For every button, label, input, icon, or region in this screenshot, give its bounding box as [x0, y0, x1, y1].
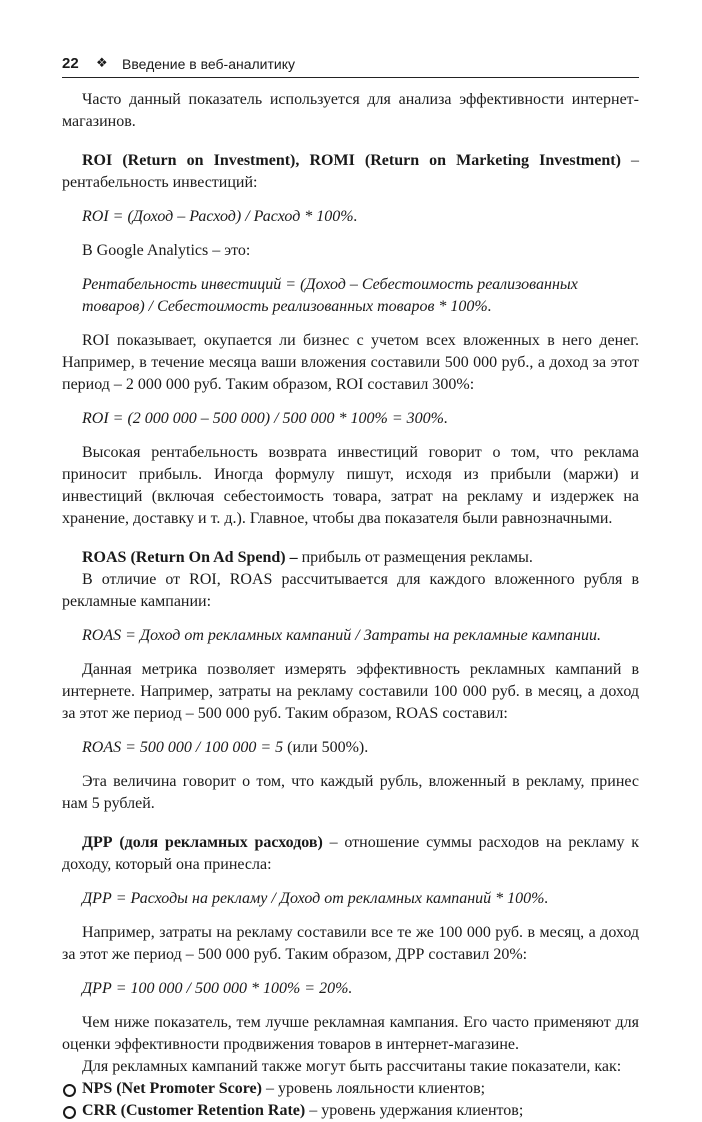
roi-example: ROI показывает, окупается ли бизнес с учетом всех вложенных в него денег. Например, в течение месяца ваши вложения составили 500 000 руб., а доход за этот период – 2 000 000 руб. Таким образом, ROI составил 300%:: [62, 332, 639, 393]
drr-formula: ДРР = Расходы на рекламу / Доход от рекламных кампаний * 100%.: [82, 890, 549, 907]
roas-formula: ROAS = Доход от рекламных кампаний / Затраты на рекламные кампании.: [82, 627, 601, 644]
roas-note: Эта величина говорит о том, что каждый рубль, вложенный в рекламу, принес нам 5 рублей.: [62, 773, 639, 812]
drr-definition: [62, 832, 639, 876]
list-item: [62, 1078, 639, 1100]
roas-diff: В отличие от ROI, ROAS рассчитывается для каждого вложенного рубля в рекламные кампании:: [62, 571, 639, 610]
roas-calc-line: [62, 737, 639, 759]
page-body: [62, 89, 639, 1122]
roi-note: Высокая рентабельность возврата инвестиций говорит о том, что реклама приносит прибыль. Иногда формулу пишут, исходя из прибыли (маржи) и инвестиций (включая себестоимость товара, затрат на рекламу и издержек на хранение, доставку и т. д.). Главное, чтобы два показателя были равнозначными.: [62, 444, 639, 527]
roas-example: Данная метрика позволяет измерять эффективность рекламных кампаний в интернете. Например, затраты на рекламу составили 100 000 руб. в месяц, а доход за этот же период – 500 000 руб. Таким образом, ROAS составил:: [62, 661, 639, 722]
chapter-title: Введение в веб-аналитику: [122, 56, 296, 72]
roas-term: ROAS (Return On Ad Spend) –: [82, 549, 298, 566]
circle-bullet-icon: [63, 1084, 76, 1097]
running-header: [62, 55, 639, 78]
drr-def-text: – отношение суммы расходов на рекламу к доходу, который она принесла:: [62, 834, 640, 873]
roi-definition: [62, 150, 639, 194]
roas-calc: ROAS = 500 000 / 100 000 = 5: [82, 739, 284, 756]
ornament-icon: ❖: [96, 55, 108, 70]
drr-term: ДРР (доля рекламных расходов): [82, 834, 323, 851]
roi-def-text: – рентабельность инвестиций:: [62, 152, 639, 191]
roi-term: ROI (Return on Investment), ROMI (Return on Marketing Investment): [82, 152, 621, 169]
roas-definition: [62, 547, 639, 569]
roi-calc: ROI = (2 000 000 – 500 000) / 500 000 * 100% = 300%.: [82, 410, 449, 427]
list-item: [62, 1100, 639, 1122]
drr-note: Чем ниже показатель, тем лучше рекламная кампания. Его часто применяют для оценки эффективности продвижения товаров в интернет-магазине.: [62, 1014, 639, 1053]
page-number: 22: [62, 55, 79, 72]
drr-example: Например, затраты на рекламу составили все те же 100 000 руб. в месяц, а доход за этот же период – 500 000 руб. Таким образом, ДРР составил 20%:: [62, 924, 639, 963]
list-item-desc: – уровень удержания клиентов;: [305, 1102, 524, 1119]
list-item-desc: – уровень лояльности клиентов;: [261, 1080, 486, 1097]
drr-calc: ДРР = 100 000 / 500 000 * 100% = 20%.: [82, 980, 353, 997]
list-intro: Для рекламных кампаний также могут быть рассчитаны такие показатели, как:: [82, 1058, 622, 1075]
list-item-term: CRR (Customer Retention Rate): [82, 1102, 306, 1119]
roas-def-text: прибыль от размещения рекламы.: [297, 549, 533, 566]
metrics-list: [62, 1078, 639, 1122]
ga-formula: Рентабельность инвестиций = (Доход – Себестоимость реализованных товаров) / Себестоимость реализованных товаров * 100%.: [82, 276, 578, 315]
roi-formula: ROI = (Доход – Расход) / Расход * 100%.: [82, 208, 358, 225]
ga-intro: В Google Analytics – это:: [82, 242, 251, 259]
paragraph-intro: Часто данный показатель используется для анализа эффективности интернет-магазинов.: [62, 91, 639, 130]
list-item-term: NPS (Net Promoter Score): [82, 1080, 262, 1097]
roas-calc-tail: (или 500%).: [283, 739, 369, 756]
circle-bullet-icon: [63, 1106, 76, 1119]
